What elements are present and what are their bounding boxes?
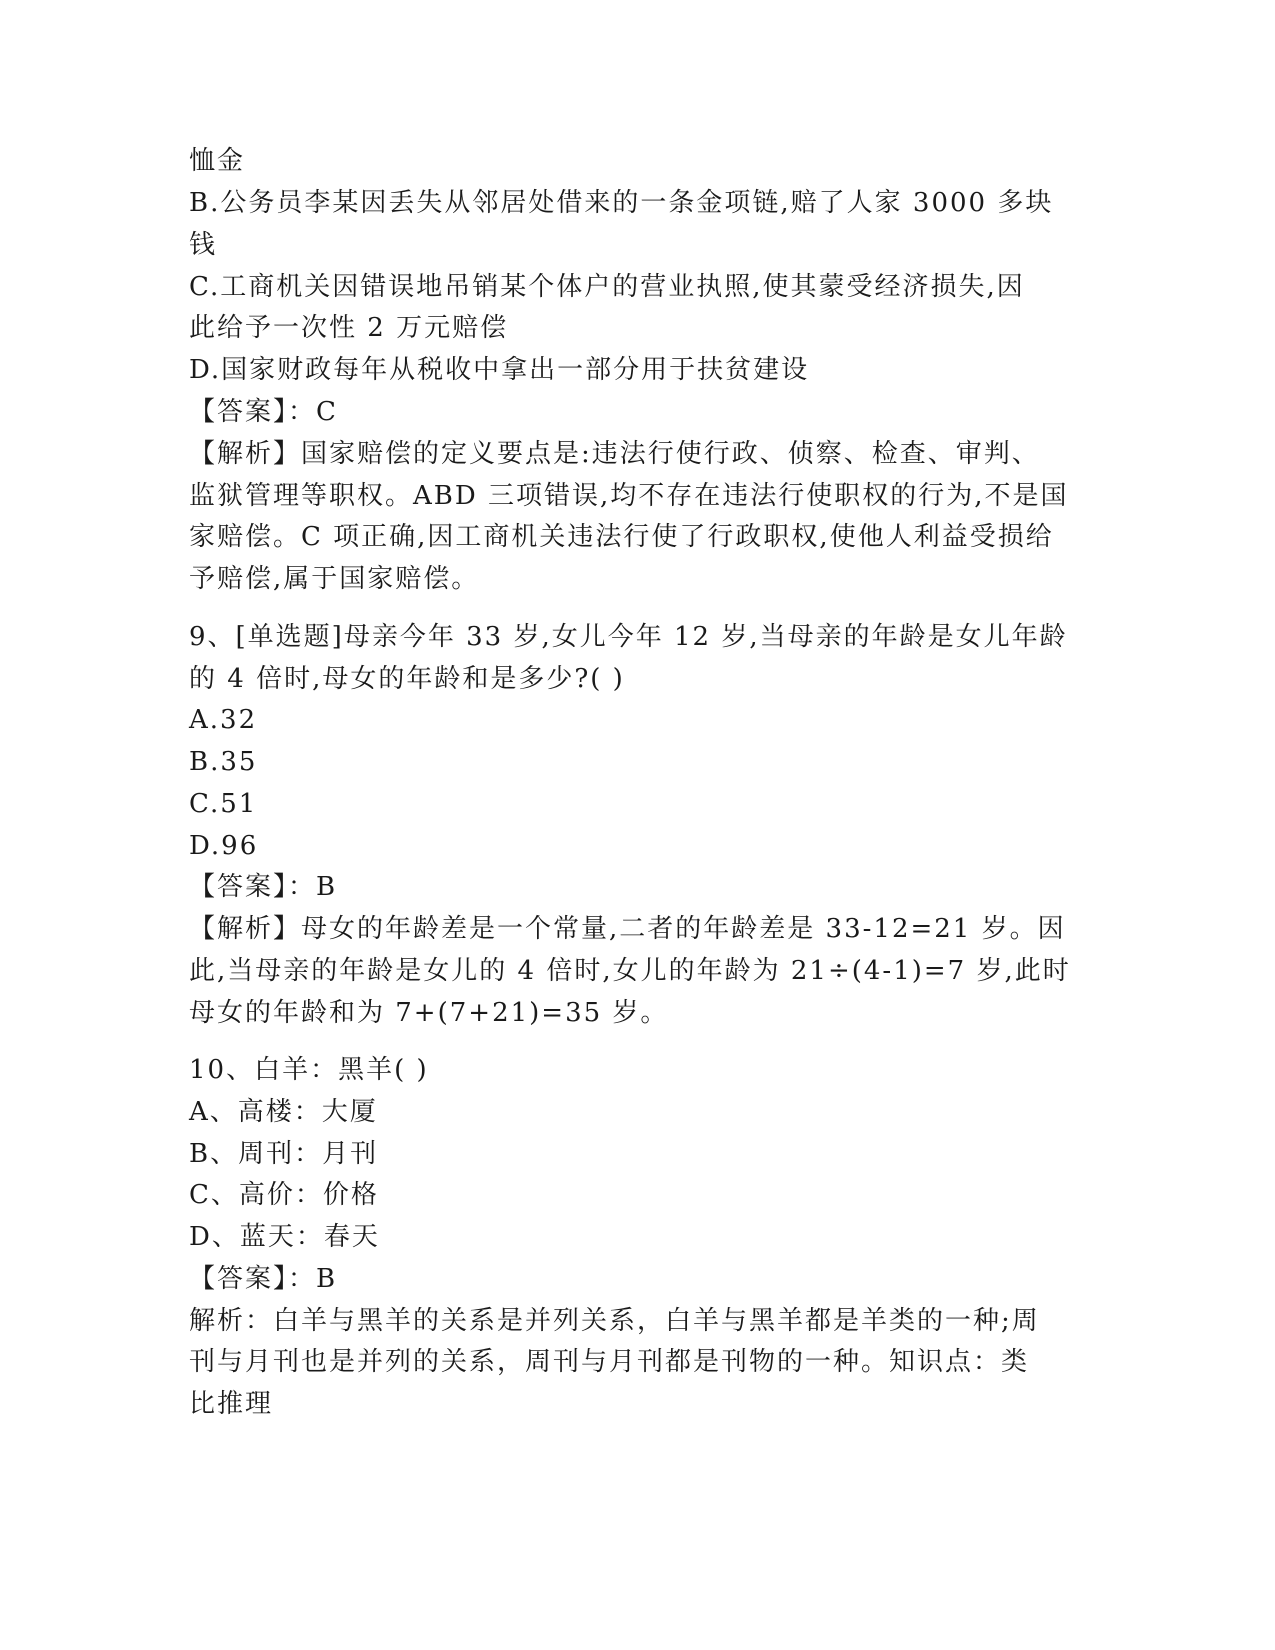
q8-option-b-continuation: 钱 [189, 230, 218, 260]
q8-answer: 【答案】：C [189, 397, 338, 427]
q10-option-b: B、周刊：月刊 [189, 1139, 379, 1169]
q10-option-c: C、高价：价格 [189, 1180, 379, 1210]
q8-option-b: B.公务员李某因丢失从邻居处借来的一条金项链,赔了人家 3000 多块 [189, 188, 1054, 218]
q8-option-c: C.工商机关因错误地吊销某个体户的营业执照,使其蒙受经济损失,因 [189, 272, 1025, 302]
q8-analysis-line: 家赔偿。C 项正确,因工商机关违法行使了行政职权,使他人利益受损给 [189, 522, 1054, 552]
q9-analysis-line: 此,当母亲的年龄是女儿的 4 倍时,女儿的年龄为 21÷(4-1)=7 岁,此时 [189, 956, 1071, 986]
q8-option-c-continuation: 此给予一次性 2 万元赔偿 [189, 313, 509, 343]
q9-stem-line: 9、[单选题]母亲今年 33 岁,女儿今年 12 岁,当母亲的年龄是女儿年龄 [189, 622, 1068, 652]
q9-option-d: D.96 [189, 831, 259, 861]
q8-option-d: D.国家财政每年从税收中拿出一部分用于扶贫建设 [189, 355, 810, 385]
q10-option-a: A、高楼：大厦 [189, 1097, 378, 1127]
q8-option-a-continuation: 恤金 [189, 146, 246, 176]
q9-option-b: B.35 [189, 747, 258, 777]
q9-analysis-line: 【解析】母女的年龄差是一个常量,二者的年龄差是 33-12=21 岁。因 [189, 914, 1066, 944]
q10-analysis-line: 比推理 [189, 1389, 274, 1419]
q10-answer: 【答案】：B [189, 1264, 338, 1294]
q9-stem-line: 的 4 倍时,母女的年龄和是多少?( ) [189, 664, 625, 694]
q9-option-a: A.32 [189, 705, 258, 735]
q10-option-d: D、蓝天：春天 [189, 1222, 380, 1252]
q10-analysis-line: 解析：白羊与黑羊的关系是并列关系，白羊与黑羊都是羊类的一种;周 [189, 1306, 1040, 1336]
q8-analysis-line: 【解析】国家赔偿的定义要点是:违法行使行政、侦察、检查、审判、 [189, 439, 1040, 469]
q9-answer: 【答案】：B [189, 872, 338, 902]
q9-analysis-line: 母女的年龄和为 7+(7+21)=35 岁。 [189, 998, 669, 1028]
q10-stem: 10、白羊：黑羊( ) [189, 1055, 429, 1085]
q8-analysis-line: 予赔偿,属于国家赔偿。 [189, 564, 480, 594]
q9-option-c: C.51 [189, 789, 258, 819]
q8-analysis-line: 监狱管理等职权。ABD 三项错误,均不存在违法行使职权的行为,不是国 [189, 481, 1069, 511]
q10-analysis-line: 刊与月刊也是并列的关系，周刊与月刊都是刊物的一种。知识点：类 [189, 1347, 1030, 1377]
